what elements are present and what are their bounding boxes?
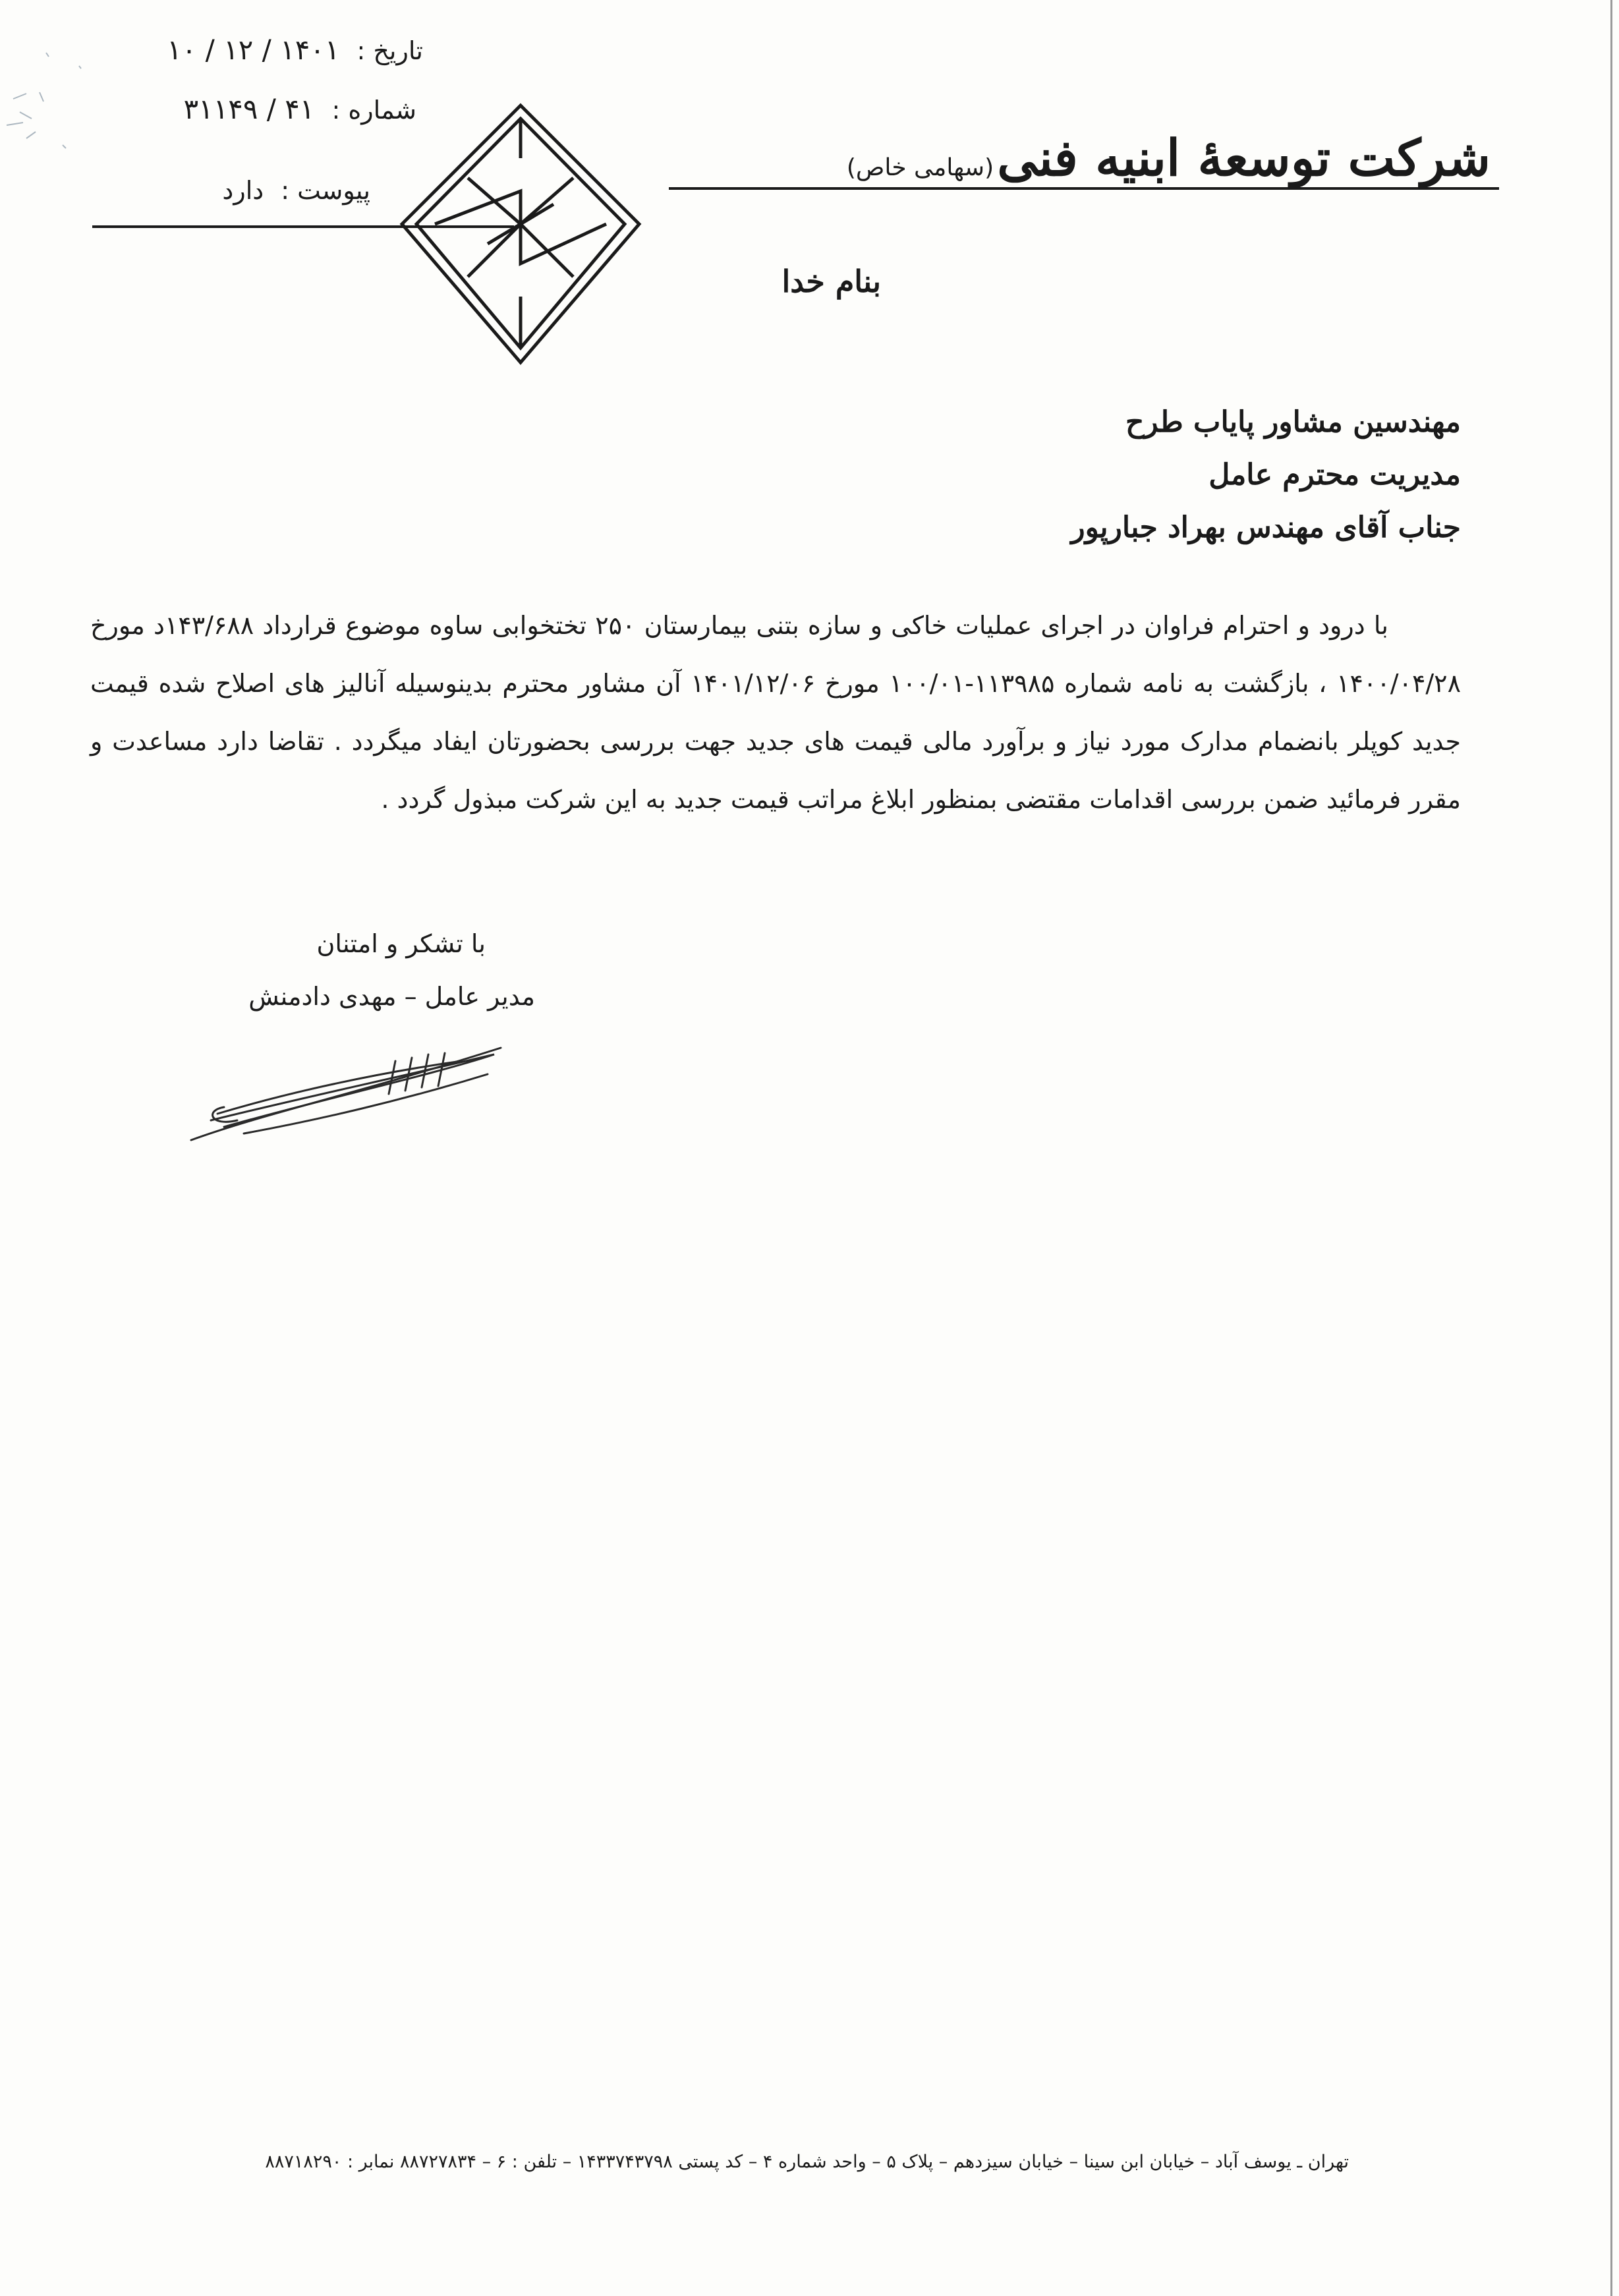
recipient-line-3: جناب آقای مهندس بهراد جبارپور bbox=[1071, 511, 1461, 544]
date-value: ۱۴۰۱ / ۱۲ / ۱۰ bbox=[167, 34, 340, 66]
closing-signer: مدیر عامل – مهدی دادمنش bbox=[248, 982, 535, 1011]
header-rule-right bbox=[669, 187, 1499, 190]
scan-edge bbox=[1610, 0, 1612, 2296]
attachment-line bbox=[222, 178, 370, 203]
attachment-label: پیوست : bbox=[281, 176, 370, 205]
company-heading bbox=[847, 129, 1491, 187]
company-logo bbox=[395, 99, 646, 376]
company-type: (سهامی خاص) bbox=[846, 154, 994, 181]
scan-noise bbox=[0, 26, 119, 185]
recipient-line-1: مهندسین مشاور پایاب طرح bbox=[1125, 405, 1461, 439]
signature bbox=[185, 1021, 527, 1153]
date-line bbox=[167, 36, 423, 64]
closing-thanks: با تشکر و امتنان bbox=[316, 929, 486, 958]
number-label: شماره : bbox=[331, 96, 416, 125]
company-name: شرکت توسعۀ ابنیه فنی bbox=[997, 129, 1491, 187]
bismillah: بنام خدا bbox=[781, 264, 881, 299]
number-value: ۴۱ / ۳۱۱۴۹ bbox=[183, 93, 315, 125]
number-line bbox=[183, 93, 416, 125]
date-label: تاریخ : bbox=[356, 36, 423, 65]
footer-address: تهران ـ یوسف آباد – خیابان ابن سینا – خیابان سیزدهم – پلاک ۵ – واحد شماره ۴ – کد پستی ۱۴۳۳۷۴۳۷۹۸ – تلفن : ۶ – ۸۸۷۲۷۸۳۴ نمابر : ۸۸۷۱۸۲۹۰ bbox=[265, 2152, 1349, 2172]
recipient-line-2: مدیریت محترم عامل bbox=[1208, 458, 1461, 492]
attachment-value: دارد bbox=[222, 176, 264, 205]
body-text: با درود و احترام فراوان در اجرای عملیات خاکی و سازه بتنی بیمارستان ۲۵۰ تختخوابی ساوه موضوع قرارداد ۱۴۳/۶۸۸د مورخ ۱۴۰۰/۰۴/۲۸ ، بازگشت به نامه شماره ۱۱۳۹۸۵-۱۰۰/۰۱ مورخ ۱۴۰۱/۱۲/۰۶ آن مشاور محترم بدینوسیله آنالیز های اصلاح شده قیمت جدید کوپلر بانضمام مدارک مورد نیاز و برآورد مالی قیمت های جدید جهت بررسی بحضورتان ایفاد میگردد . تقاضا دارد مساعدت و مقرر فرمائید ضمن بررسی اقدامات مقتضی بمنظور ابلاغ مراتب قیمت جدید به این شرکت مبذول گردد . bbox=[90, 611, 1461, 814]
letter-body bbox=[90, 596, 1461, 828]
